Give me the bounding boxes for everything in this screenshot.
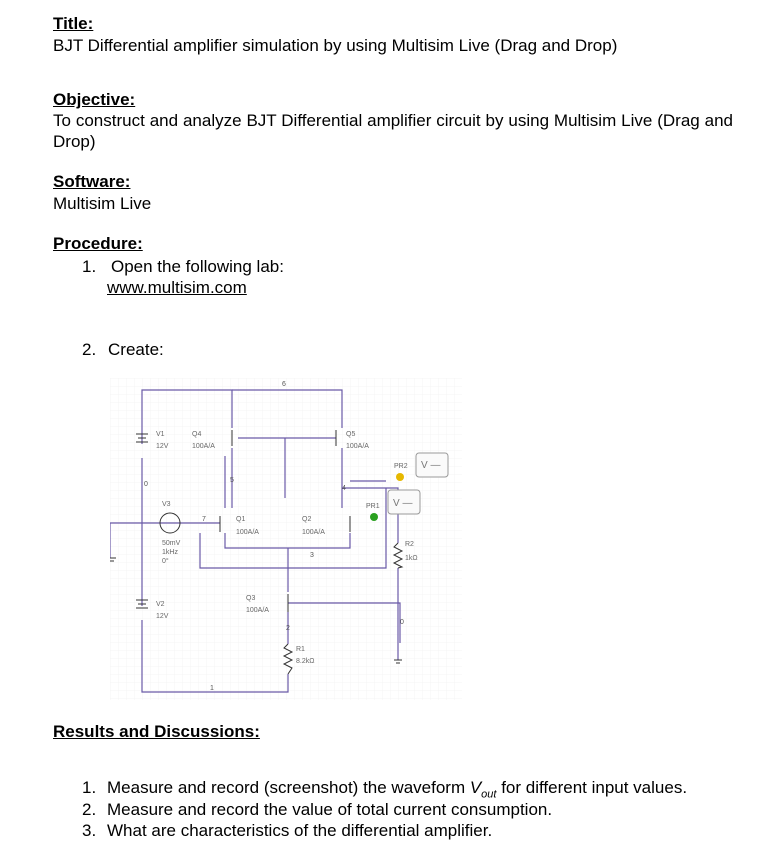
step-2-number: 2. bbox=[82, 340, 97, 359]
node-0-left: 0 bbox=[144, 481, 148, 488]
q3-name: Q3 bbox=[246, 595, 256, 602]
procedure-heading: Procedure: bbox=[53, 234, 143, 253]
q5-name: Q5 bbox=[346, 431, 356, 438]
r2-value: 1kΩ bbox=[405, 555, 418, 562]
q3-model: 100A/A bbox=[246, 607, 269, 614]
v2-name: V2 bbox=[156, 601, 165, 608]
q1-name: Q1 bbox=[236, 516, 246, 523]
node-2: 2 bbox=[286, 625, 290, 632]
node-7: 7 bbox=[202, 516, 206, 523]
v1-name: V1 bbox=[156, 431, 165, 438]
v3-amplitude: 50mV bbox=[162, 540, 181, 547]
results-item-2-number: 2. bbox=[82, 800, 97, 819]
v3-phase: 0° bbox=[162, 558, 169, 565]
v1-value: 12V bbox=[156, 443, 169, 450]
node-5: 5 bbox=[230, 477, 234, 484]
pr2-name: PR2 bbox=[394, 463, 408, 470]
v3-name: V3 bbox=[162, 501, 171, 508]
q4-name: Q4 bbox=[192, 431, 202, 438]
node-4: 4 bbox=[342, 485, 346, 492]
results-item-3-number: 3. bbox=[82, 821, 97, 840]
r1-value: 8.2kΩ bbox=[296, 658, 315, 665]
title-heading: Title: bbox=[53, 14, 94, 33]
results-item-1-post: for different input values. bbox=[496, 778, 688, 797]
objective-text: To construct and analyze BJT Differential amplifier circuit by using Multisim Live (Drag and Drop) bbox=[53, 111, 733, 151]
circuit-schematic bbox=[110, 378, 462, 700]
step-2-text: Create: bbox=[108, 340, 164, 359]
v3-frequency: 1kHz bbox=[162, 549, 178, 556]
q5-model: 100A/A bbox=[346, 443, 369, 450]
software-heading: Software: bbox=[53, 172, 131, 191]
q4-model: 100A/A bbox=[192, 443, 215, 450]
q2-model: 100A/A bbox=[302, 529, 325, 536]
objective-heading: Objective: bbox=[53, 90, 136, 109]
q2-name: Q2 bbox=[302, 516, 312, 523]
pr1-glyph: V — bbox=[393, 498, 413, 509]
results-item-1-pre: Measure and record (screenshot) the waveform bbox=[107, 778, 470, 797]
schematic-grid bbox=[110, 378, 462, 700]
step-1-number: 1. bbox=[82, 257, 97, 276]
node-1: 1 bbox=[210, 685, 214, 692]
multisim-link[interactable]: www.multisim.com bbox=[107, 278, 247, 297]
title-text: BJT Differential amplifier simulation by using Multisim Live (Drag and Drop) bbox=[53, 36, 618, 55]
results-item-2: Measure and record the value of total current consumption. bbox=[107, 800, 553, 819]
results-item-1-number: 1. bbox=[82, 778, 97, 797]
software-text: Multisim Live bbox=[53, 194, 152, 213]
r1-name: R1 bbox=[296, 646, 305, 653]
pr2-glyph: V — bbox=[421, 460, 441, 471]
node-3: 3 bbox=[310, 552, 314, 559]
node-6: 6 bbox=[282, 381, 286, 388]
pr1-name: PR1 bbox=[366, 503, 380, 510]
node-0-right: 0 bbox=[400, 619, 404, 626]
results-item-3: What are characteristics of the differential amplifier. bbox=[107, 821, 493, 840]
v2-value: 12V bbox=[156, 613, 169, 620]
q1-model: 100A/A bbox=[236, 529, 259, 536]
vout-symbol: $V_{out}$ bbox=[469, 778, 497, 801]
step-1-text: Open the following lab: bbox=[111, 257, 284, 276]
r2-name: R2 bbox=[405, 541, 414, 548]
results-heading: Results and Discussions: bbox=[53, 722, 260, 741]
